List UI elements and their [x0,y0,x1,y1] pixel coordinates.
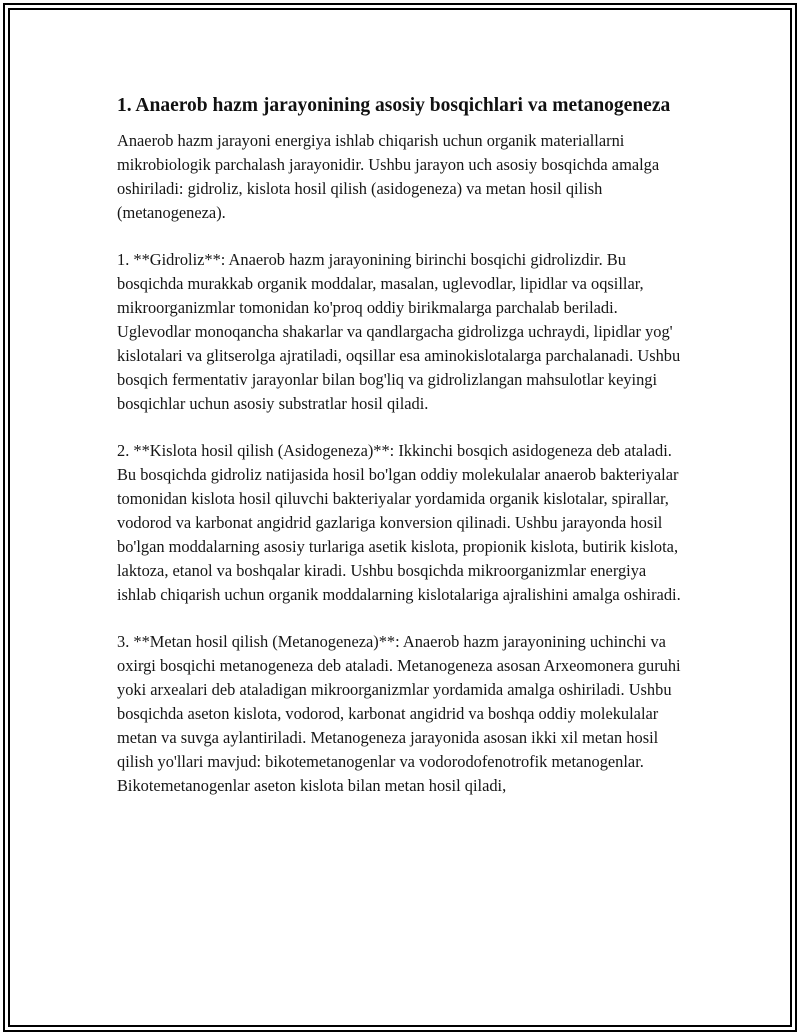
paragraph-asidogeneza: 2. **Kislota hosil qilish (Asidogeneza)**: Ikkinchi bosqich asidogeneza deb ataladi. Bu bosqichda gidroliz natijasida hosil bo'lgan oddiy molekulalar anaerob bakteriyalar tomonidan kislota hosil qiluvchi bakteriyalar yordamida organik kislotalar, spirallar, vodorod va karbonat angidrid gazlariga konversion qilinadi. Ushbu jarayonda hosil bo'lgan moddalarning asosiy turlariga asetik kislota, propionik kislota, butirik kislota, laktoza, etanol va boshqalar kiradi. Ushbu bosqichda mikroorganizmlar energiya ishlab chiqarish uchun organik moddalarning kislotalariga ajralishini amalga oshiradi. [117,441,681,604]
paragraph-intro: Anaerob hazm jarayoni energiya ishlab chiqarish uchun organik materiallarni mikrobiologik parchalash jarayonidir. Ushbu jarayon uch asosiy bosqichda amalga oshiriladi: gidroliz, kislota hosil qilish (asidogeneza) va metan hosil qilish (metanogeneza). [117,131,660,222]
paragraph-gidroliz: 1. **Gidroliz**: Anaerob hazm jarayonining birinchi bosqichi gidrolizdir. Bu bosqichda murakkab organik moddalar, masalan, uglevodlar, lipidlar va oqsillar, mikroorganizmlar tomonidan ko'proq oddiy birikmalarga parchalab beriladi. Uglevodlar monoqancha shakarlar va qandlargacha gidrolizga uchraydi, lipidlar yog' kislotalari va glitserolga ajratiladi, oqsillar esa aminokislotalarga parchalanadi. Ushbu bosqich fermentativ jarayonlar bilan bog'liq va gidrolizlangan mahsulotlar keyingi bosqichlar uchun asosiy substratlar hosil qiladi. [117,250,681,413]
document-body [117,92,685,821]
document-title: 1. Anaerob hazm jarayonining asosiy bosqichlari va metanogeneza [117,95,671,116]
paragraph-metanogeneza: 3. **Metan hosil qilish (Metanogeneza)**: Anaerob hazm jarayonining uchinchi va oxirgi bosqichi metanogeneza deb ataladi. Metanogeneza asosan Arxeomonera guruhi yoki arxealari deb ataladigan mikroorganizmlar yordamida amalga oshiriladi. Ushbu bosqichda aseton kislota, vodorod, karbonat angidrid va boshqa oddiy molekulalar metan va suvga aylantiriladi. Metanogeneza jarayonida asosan ikki xil metan hosil qilish yo'llari mavjud: bikotemetanogenlar va vodorodofenotrofik metanogenlar. Bikotemetanogenlar aseton kislota bilan metan hosil qiladi, [117,632,681,795]
